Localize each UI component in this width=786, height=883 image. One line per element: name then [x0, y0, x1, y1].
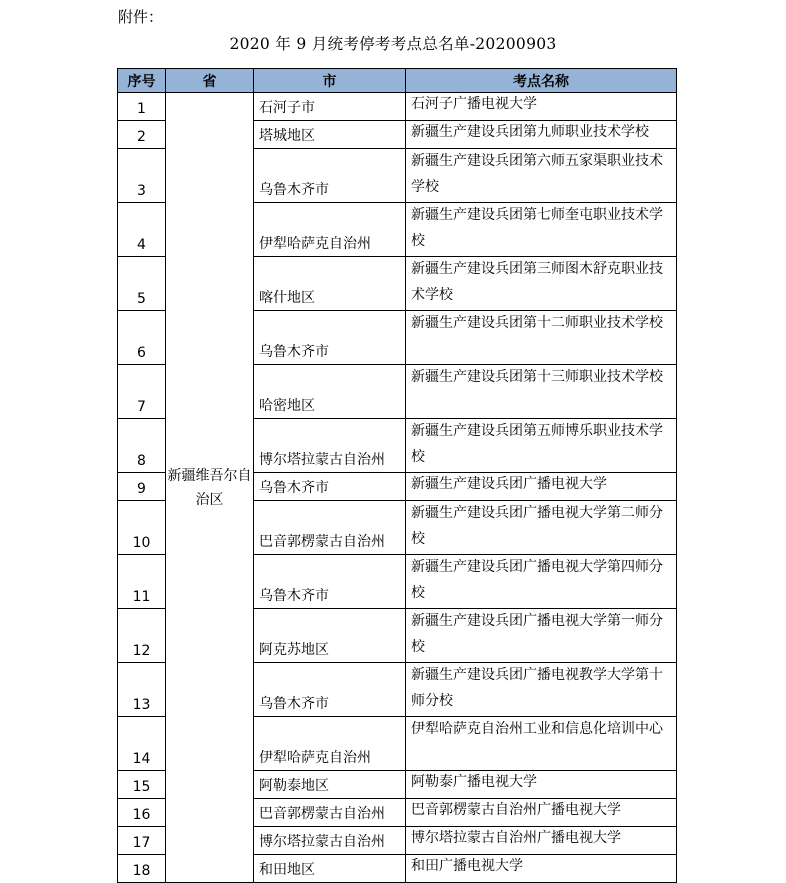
row-site: 新疆生产建设兵团第十三师职业技术学校 [406, 365, 677, 419]
row-city: 阿勒泰地区 [254, 771, 406, 799]
header-site: 考点名称 [406, 69, 677, 93]
row-seq: 5 [118, 257, 166, 311]
row-city: 阿克苏地区 [254, 609, 406, 663]
row-seq: 10 [118, 501, 166, 555]
row-seq: 2 [118, 121, 166, 149]
row-seq: 13 [118, 663, 166, 717]
province-cell: 新疆维吾尔自治区 [166, 93, 254, 883]
row-site: 新疆生产建设兵团第三师图木舒克职业技术学校 [406, 257, 677, 311]
row-site: 新疆生产建设兵团第六师五家渠职业技术学校 [406, 149, 677, 203]
row-site: 石河子广播电视大学 [406, 93, 677, 121]
row-city: 乌鲁木齐市 [254, 473, 406, 501]
row-seq: 9 [118, 473, 166, 501]
row-city: 乌鲁木齐市 [254, 555, 406, 609]
row-city: 乌鲁木齐市 [254, 663, 406, 717]
row-seq: 17 [118, 827, 166, 855]
row-site: 新疆生产建设兵团第五师博乐职业技术学校 [406, 419, 677, 473]
attachment-label: 附件： [118, 8, 164, 26]
row-site: 和田广播电视大学 [406, 855, 677, 883]
row-site: 巴音郭楞蒙古自治州广播电视大学 [406, 799, 677, 827]
row-city: 塔城地区 [254, 121, 406, 149]
row-city: 伊犁哈萨克自治州 [254, 203, 406, 257]
row-city: 乌鲁木齐市 [254, 149, 406, 203]
row-seq: 11 [118, 555, 166, 609]
row-city: 博尔塔拉蒙古自治州 [254, 827, 406, 855]
row-site: 新疆生产建设兵团广播电视教学大学第十师分校 [406, 663, 677, 717]
row-seq: 4 [118, 203, 166, 257]
header-seq: 序号 [118, 69, 166, 93]
row-seq: 15 [118, 771, 166, 799]
row-site: 新疆生产建设兵团广播电视大学第二师分校 [406, 501, 677, 555]
row-seq: 6 [118, 311, 166, 365]
row-site: 新疆生产建设兵团第十二师职业技术学校 [406, 311, 677, 365]
row-seq: 7 [118, 365, 166, 419]
row-city: 博尔塔拉蒙古自治州 [254, 419, 406, 473]
row-site: 阿勒泰广播电视大学 [406, 771, 677, 799]
row-site: 新疆生产建设兵团广播电视大学第一师分校 [406, 609, 677, 663]
row-seq: 18 [118, 855, 166, 883]
row-site: 伊犁哈萨克自治州工业和信息化培训中心 [406, 717, 677, 771]
row-seq: 8 [118, 419, 166, 473]
header-city: 市 [254, 69, 406, 93]
header-province: 省 [166, 69, 254, 93]
row-site: 新疆生产建设兵团第九师职业技术学校 [406, 121, 677, 149]
document-title: 2020 年 9 月统考停考考点总名单-20200903 [229, 35, 557, 53]
row-city: 伊犁哈萨克自治州 [254, 717, 406, 771]
row-city: 石河子市 [254, 93, 406, 121]
row-site: 新疆生产建设兵团广播电视大学第四师分校 [406, 555, 677, 609]
row-site: 博尔塔拉蒙古自治州广播电视大学 [406, 827, 677, 855]
row-site: 新疆生产建设兵团第七师奎屯职业技术学校 [406, 203, 677, 257]
row-city: 喀什地区 [254, 257, 406, 311]
row-city: 哈密地区 [254, 365, 406, 419]
row-seq: 3 [118, 149, 166, 203]
row-city: 乌鲁木齐市 [254, 311, 406, 365]
row-seq: 1 [118, 93, 166, 121]
table-header-row [118, 69, 677, 93]
row-seq: 14 [118, 717, 166, 771]
row-city: 巴音郭楞蒙古自治州 [254, 799, 406, 827]
row-city: 和田地区 [254, 855, 406, 883]
row-site: 新疆生产建设兵团广播电视大学 [406, 473, 677, 501]
table-row [118, 93, 677, 121]
exam-site-table [117, 68, 677, 883]
row-seq: 12 [118, 609, 166, 663]
row-city: 巴音郭楞蒙古自治州 [254, 501, 406, 555]
row-seq: 16 [118, 799, 166, 827]
